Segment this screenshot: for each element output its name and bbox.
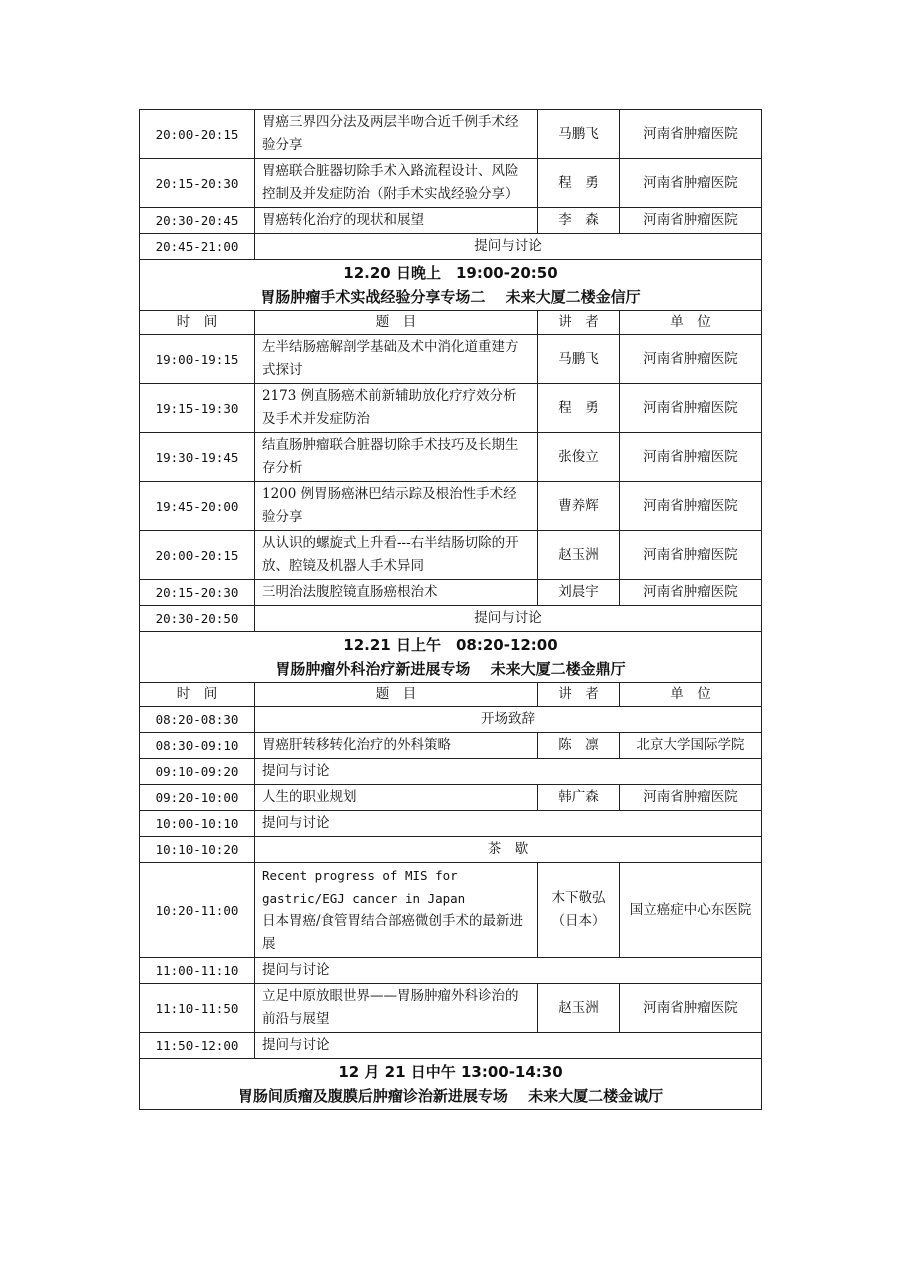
schedule-row bbox=[140, 384, 762, 433]
section-heading bbox=[140, 260, 762, 311]
unit-cell: 北京大学国际学院 bbox=[620, 733, 762, 759]
topic-cell bbox=[255, 482, 538, 531]
unit-cell: 河南省肿瘤医院 bbox=[620, 785, 762, 811]
header-topic: 题 目 bbox=[255, 683, 538, 707]
unit-cell: 河南省肿瘤医院 bbox=[620, 335, 762, 384]
section-heading bbox=[140, 632, 762, 683]
unit-cell: 河南省肿瘤医院 bbox=[620, 531, 762, 580]
section-date-time: 12 月 21 日中午 13:00-14:30 bbox=[338, 1063, 563, 1081]
topic-text: 胃癌转化治疗的现状和展望 bbox=[262, 212, 424, 228]
schedule-row bbox=[140, 433, 762, 482]
merged-cell: 提问与讨论 bbox=[255, 606, 762, 632]
section-heading-row bbox=[140, 632, 762, 683]
time-cell: 20:30-20:45 bbox=[140, 208, 255, 234]
topic-cell bbox=[255, 433, 538, 482]
schedule-row bbox=[140, 785, 762, 811]
merged-cell: 提问与讨论 bbox=[255, 234, 762, 260]
topic-cell bbox=[255, 384, 538, 433]
speaker-cell: 赵玉洲 bbox=[538, 984, 620, 1033]
schedule-row bbox=[140, 482, 762, 531]
header-unit: 单 位 bbox=[620, 683, 762, 707]
schedule-row bbox=[140, 837, 762, 863]
unit-cell: 河南省肿瘤医院 bbox=[620, 433, 762, 482]
topic-text: 结直肠肿瘤联合脏器切除手术技巧及长期生存分析 bbox=[262, 437, 519, 476]
schedule-row bbox=[140, 811, 762, 837]
merged-cell: 开场致辞 bbox=[255, 707, 762, 733]
merged-cell: 茶 歇 bbox=[255, 837, 762, 863]
time-cell: 20:00-20:15 bbox=[140, 531, 255, 580]
schedule-row bbox=[140, 531, 762, 580]
topic-cell bbox=[255, 580, 538, 606]
unit-cell: 河南省肿瘤医院 bbox=[620, 110, 762, 159]
time-cell: 10:00-10:10 bbox=[140, 811, 255, 837]
time-cell: 20:45-21:00 bbox=[140, 234, 255, 260]
schedule-row bbox=[140, 759, 762, 785]
time-cell: 09:20-10:00 bbox=[140, 785, 255, 811]
topic-text: 2173 例直肠癌术前新辅助放化疗疗效分析及手术并发症防治 bbox=[262, 388, 517, 427]
header-speaker: 讲 者 bbox=[538, 311, 620, 335]
unit-cell: 河南省肿瘤医院 bbox=[620, 208, 762, 234]
time-cell: 11:10-11:50 bbox=[140, 984, 255, 1033]
schedule-row bbox=[140, 110, 762, 159]
schedule-body bbox=[140, 110, 762, 1110]
section-title: 胃肠肿瘤外科治疗新进展专场 未来大厦二楼金鼎厅 bbox=[275, 660, 626, 678]
unit-cell: 河南省肿瘤医院 bbox=[620, 482, 762, 531]
topic-text: 左半结肠癌解剖学基础及术中消化道重建方式探讨 bbox=[262, 339, 519, 378]
time-cell: 11:50-12:00 bbox=[140, 1033, 255, 1059]
topic-text: 人生的职业规划 bbox=[262, 789, 357, 805]
unit-cell: 河南省肿瘤医院 bbox=[620, 984, 762, 1033]
schedule-row bbox=[140, 733, 762, 759]
time-cell: 19:30-19:45 bbox=[140, 433, 255, 482]
topic-cell bbox=[255, 335, 538, 384]
time-cell: 11:00-11:10 bbox=[140, 958, 255, 984]
schedule-row bbox=[140, 1033, 762, 1059]
header-time: 时 间 bbox=[140, 683, 255, 707]
time-cell: 10:20-11:00 bbox=[140, 863, 255, 958]
header-time: 时 间 bbox=[140, 311, 255, 335]
discussion-cell: 提问与讨论 bbox=[255, 958, 762, 984]
topic-cell bbox=[255, 110, 538, 159]
topic-text: 从认识的螺旋式上升看---右半结肠切除的开放、腔镜及机器人手术异同 bbox=[262, 535, 519, 574]
topic-cell bbox=[255, 785, 538, 811]
speaker-cell: 韩广森 bbox=[538, 785, 620, 811]
header-unit: 单 位 bbox=[620, 311, 762, 335]
schedule-row bbox=[140, 580, 762, 606]
unit-cell: 河南省肿瘤医院 bbox=[620, 159, 762, 208]
speaker-cell: 程 勇 bbox=[538, 159, 620, 208]
time-cell: 20:15-20:30 bbox=[140, 580, 255, 606]
section-heading bbox=[140, 1059, 762, 1110]
topic-cell bbox=[255, 863, 538, 958]
topic-cell bbox=[255, 531, 538, 580]
discussion-cell: 提问与讨论 bbox=[255, 811, 762, 837]
speaker-cell: 李 森 bbox=[538, 208, 620, 234]
unit-cell: 河南省肿瘤医院 bbox=[620, 384, 762, 433]
section-date-time: 12.20 日晚上 19:00-20:50 bbox=[343, 264, 558, 282]
topic-cell bbox=[255, 984, 538, 1033]
section-heading-row bbox=[140, 1059, 762, 1110]
time-cell: 09:10-09:20 bbox=[140, 759, 255, 785]
section-title: 胃肠肿瘤手术实战经验分享专场二 未来大厦二楼金信厅 bbox=[260, 288, 641, 306]
section-date-time: 12.21 日上午 08:20-12:00 bbox=[343, 636, 558, 654]
time-cell: 19:00-19:15 bbox=[140, 335, 255, 384]
schedule-row bbox=[140, 863, 762, 958]
discussion-cell: 提问与讨论 bbox=[255, 1033, 762, 1059]
column-header-row bbox=[140, 683, 762, 707]
schedule-table bbox=[139, 109, 762, 1110]
time-cell: 10:10-10:20 bbox=[140, 837, 255, 863]
speaker-cell: 马鹏飞 bbox=[538, 335, 620, 384]
time-cell: 20:15-20:30 bbox=[140, 159, 255, 208]
topic-text: 1200 例胃肠癌淋巴结示踪及根治性手术经验分享 bbox=[262, 486, 517, 525]
time-cell: 08:30-09:10 bbox=[140, 733, 255, 759]
column-header-row bbox=[140, 311, 762, 335]
topic-text: 胃癌联合脏器切除手术入路流程设计、风险控制及并发症防治（附手术实战经验分享） bbox=[262, 163, 519, 202]
topic-cell bbox=[255, 208, 538, 234]
speaker-cell: 张俊立 bbox=[538, 433, 620, 482]
speaker-cell: 马鹏飞 bbox=[538, 110, 620, 159]
topic-cell bbox=[255, 733, 538, 759]
time-cell: 19:45-20:00 bbox=[140, 482, 255, 531]
unit-cell: 河南省肿瘤医院 bbox=[620, 580, 762, 606]
time-cell: 20:30-20:50 bbox=[140, 606, 255, 632]
topic-text: 三明治法腹腔镜直肠癌根治术 bbox=[262, 584, 438, 600]
schedule-row bbox=[140, 984, 762, 1033]
schedule-row bbox=[140, 606, 762, 632]
time-cell: 08:20-08:30 bbox=[140, 707, 255, 733]
speaker-cell: 刘晨宇 bbox=[538, 580, 620, 606]
speaker-cell: 赵玉洲 bbox=[538, 531, 620, 580]
schedule-row bbox=[140, 335, 762, 384]
topic-text: 立足中原放眼世界——胃肠肿瘤外科诊治的前沿与展望 bbox=[262, 988, 519, 1027]
time-cell: 19:15-19:30 bbox=[140, 384, 255, 433]
topic-text: 胃癌肝转移转化治疗的外科策略 bbox=[262, 737, 451, 753]
schedule-row bbox=[140, 159, 762, 208]
section-title: 胃肠间质瘤及腹膜后肿瘤诊治新进展专场 未来大厦二楼金诚厅 bbox=[237, 1087, 664, 1105]
topic-cell bbox=[255, 159, 538, 208]
schedule-row bbox=[140, 234, 762, 260]
schedule-row bbox=[140, 958, 762, 984]
schedule-row bbox=[140, 707, 762, 733]
unit-cell: 国立癌症中心东医院 bbox=[620, 863, 762, 958]
schedule-row bbox=[140, 208, 762, 234]
speaker-cell: 曹养辉 bbox=[538, 482, 620, 531]
header-speaker: 讲 者 bbox=[538, 683, 620, 707]
topic-text: 胃癌三界四分法及两层半吻合近千例手术经验分享 bbox=[262, 114, 519, 153]
header-topic: 题 目 bbox=[255, 311, 538, 335]
speaker-cell: 木下敬弘（日本） bbox=[538, 863, 620, 958]
speaker-cell: 程 勇 bbox=[538, 384, 620, 433]
topic-english: Recent progress of MIS for gastric/EGJ cancer in Japan bbox=[262, 868, 466, 906]
topic-text: 日本胃癌/食管胃结合部癌微创手术的最新进展 bbox=[262, 913, 524, 952]
time-cell: 20:00-20:15 bbox=[140, 110, 255, 159]
section-heading-row bbox=[140, 260, 762, 311]
discussion-cell: 提问与讨论 bbox=[255, 759, 762, 785]
speaker-cell: 陈 凛 bbox=[538, 733, 620, 759]
